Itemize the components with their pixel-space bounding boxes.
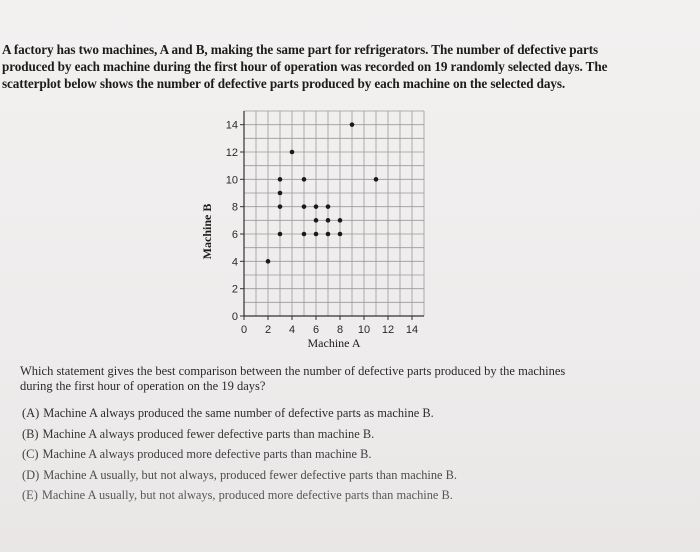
- option-d[interactable]: [22, 465, 682, 486]
- option-letter: (D): [22, 467, 40, 482]
- option-letter: (B): [22, 426, 39, 441]
- y-tick-label: 8: [231, 201, 238, 214]
- x-tick-label: 4: [288, 324, 296, 336]
- x-tick-label: 10: [357, 324, 371, 336]
- y-tick-label: 6: [231, 229, 238, 241]
- x-tick-label: 14: [405, 324, 419, 336]
- problem-intro: [2, 41, 696, 92]
- intro-line: scatterplot below shows the number of defective parts produced by each machine on the selected days.: [2, 76, 566, 91]
- data-point: [338, 232, 343, 237]
- answer-options: [22, 403, 682, 506]
- data-point: [314, 218, 319, 223]
- data-point: [278, 204, 283, 209]
- intro-line: produced by each machine during the first hour of operation was recorded on 19 randomly selected days. The: [2, 59, 608, 74]
- data-point: [338, 218, 343, 223]
- y-tick-label: 2: [231, 283, 238, 296]
- y-tick-label: 12: [225, 147, 238, 159]
- data-point: [326, 218, 331, 223]
- question-line: Which statement gives the best comparison between the number of defective parts produced by the machines: [20, 364, 566, 378]
- option-text: Machine A always produced fewer defective parts than machine B.: [42, 426, 375, 441]
- x-axis-label: Machine A: [307, 336, 361, 350]
- option-letter: (C): [22, 447, 39, 461]
- data-point: [326, 204, 331, 209]
- data-point: [302, 232, 307, 237]
- option-letter: (E): [22, 488, 38, 502]
- x-tick-label: 0: [240, 324, 248, 336]
- option-text: Machine A always produced more defective parts than machine B.: [42, 447, 372, 461]
- data-point: [314, 204, 319, 209]
- data-point: [302, 177, 307, 182]
- y-axis-label: Machine B: [200, 203, 214, 260]
- y-tick-label: 14: [225, 119, 238, 132]
- intro-line: A factory has two machines, A and B, making the same part for refrigerators. The number of defective parts: [2, 42, 599, 57]
- data-point: [278, 177, 283, 182]
- option-c[interactable]: [22, 444, 682, 465]
- scatterplot: [196, 104, 446, 354]
- option-e[interactable]: [22, 485, 682, 506]
- question-line: during the first hour of operation on the 19 days?: [20, 379, 266, 393]
- option-a[interactable]: [22, 403, 682, 424]
- question-stem: [20, 364, 690, 394]
- data-point: [314, 232, 319, 237]
- data-point: [326, 232, 331, 237]
- data-point: [302, 204, 307, 209]
- option-b[interactable]: [22, 424, 682, 445]
- data-point: [278, 232, 283, 237]
- data-point: [350, 122, 355, 127]
- x-tick-label: 12: [381, 324, 395, 336]
- option-text: Machine A always produced the same number of defective parts as machine B.: [43, 406, 434, 420]
- data-point: [266, 259, 271, 264]
- x-tick-label: 2: [264, 324, 272, 336]
- data-point: [374, 177, 379, 182]
- x-tick-label: 6: [312, 324, 320, 336]
- option-text: Machine A usually, but not always, produced more defective parts than machine B.: [41, 488, 453, 502]
- y-tick-label: 10: [225, 174, 238, 187]
- data-point: [278, 191, 283, 196]
- x-tick-label: 8: [336, 324, 344, 336]
- data-point: [290, 150, 295, 155]
- option-letter: (A): [22, 406, 40, 420]
- y-tick-label: 4: [231, 256, 238, 269]
- option-text: Machine A usually, but not always, produced fewer defective parts than machine B.: [43, 467, 458, 482]
- y-tick-label: 0: [231, 311, 238, 323]
